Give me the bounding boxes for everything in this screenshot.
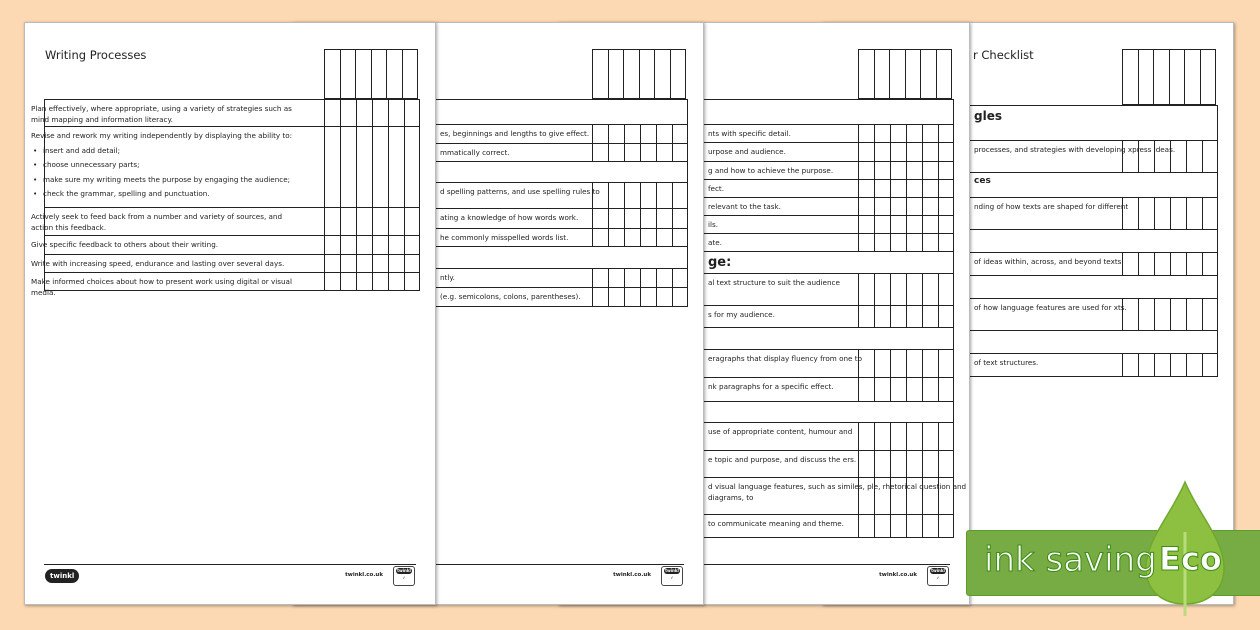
checkbox-cell[interactable]	[1154, 299, 1170, 330]
checkbox-cell[interactable]	[922, 423, 938, 450]
checkbox-cell[interactable]	[859, 350, 874, 377]
checkbox-cell[interactable]	[624, 269, 640, 287]
checkbox-group	[324, 208, 420, 235]
checkbox-cell[interactable]	[672, 269, 688, 287]
checkbox-cell[interactable]	[356, 127, 372, 207]
checkbox-cell[interactable]	[859, 125, 874, 142]
checkbox-group	[858, 515, 954, 537]
checkbox-cell[interactable]	[404, 127, 420, 207]
checkbox-cell[interactable]	[640, 144, 656, 161]
checkbox-cell[interactable]	[938, 162, 954, 179]
checkbox-group	[858, 350, 954, 377]
criterion-bullet: • check the grammar, spelling and punctuation.	[31, 189, 305, 200]
table-row	[31, 99, 420, 127]
checkbox-cell[interactable]	[624, 209, 640, 228]
footer-site: twinkl.co.uk	[345, 572, 383, 578]
worksheet-page-1	[24, 22, 436, 605]
checkbox-group	[1122, 198, 1218, 229]
checkbox-cell[interactable]	[922, 274, 938, 305]
checkbox-group	[858, 143, 954, 161]
criterion-text: nk paragraphs for a specific effect.	[708, 382, 834, 391]
checkbox-cell[interactable]	[906, 162, 922, 179]
checkbox-cell[interactable]	[874, 350, 890, 377]
checkbox-group	[592, 288, 688, 306]
checkbox-cell[interactable]	[874, 451, 890, 477]
checkbox-cell[interactable]	[656, 269, 672, 287]
checkbox-cell[interactable]	[593, 125, 608, 143]
checkbox-cell[interactable]	[624, 125, 640, 143]
checkbox-cell[interactable]	[1138, 299, 1154, 330]
checkbox-cell[interactable]	[340, 236, 356, 254]
checkbox-group	[324, 255, 420, 272]
checkbox-cell[interactable]	[1154, 354, 1170, 376]
checklist-table	[31, 99, 420, 297]
footer-site: twinkl.co.uk	[879, 572, 917, 578]
checkbox-group	[858, 274, 954, 305]
criterion-text: al text structure to suit the audience	[708, 278, 840, 287]
criterion-text: ating a knowledge of how words work.	[440, 213, 579, 222]
checkbox-cell[interactable]	[859, 478, 874, 514]
criterion-text: Plan effectively, where appropriate, using a variety of strategies such as mind mapping and information literacy.	[31, 104, 292, 124]
checkbox-cell[interactable]	[593, 183, 608, 208]
checkbox-cell[interactable]	[624, 288, 640, 306]
checkbox-cell[interactable]	[640, 183, 656, 208]
checkbox-cell[interactable]	[1202, 253, 1218, 275]
criterion-text: Actively seek to feed back from a number and variety of sources, and action this feedback.	[31, 212, 283, 232]
criterion-text: ate.	[708, 238, 722, 247]
checkbox-cell[interactable]	[593, 229, 608, 246]
checkbox-cell[interactable]	[859, 306, 874, 327]
checkbox-cell[interactable]	[1186, 299, 1202, 330]
criterion-text: eragraphs that display fluency from one to	[708, 354, 862, 363]
checkbox-cell[interactable]	[922, 180, 938, 197]
checkbox-cell[interactable]	[874, 216, 890, 233]
checkbox-group	[858, 451, 954, 477]
checkbox-cell[interactable]	[1123, 299, 1138, 330]
checkbox-cell[interactable]	[1202, 354, 1218, 376]
footer-site: twinkl.co.uk	[613, 572, 651, 578]
checkbox-cell[interactable]	[325, 100, 340, 126]
checkbox-cell[interactable]	[1154, 141, 1170, 172]
checkbox-cell[interactable]	[859, 451, 874, 477]
checkbox-cell[interactable]	[874, 162, 890, 179]
table-row	[31, 255, 420, 273]
checkbox-header	[858, 49, 952, 99]
page-title: r Checklist	[973, 48, 1034, 62]
checkbox-group	[858, 162, 954, 179]
checkbox-header	[324, 49, 418, 99]
checkbox-cell[interactable]	[906, 180, 922, 197]
checkbox-cell[interactable]	[890, 180, 906, 197]
checkbox-group	[858, 378, 954, 401]
checkbox-cell[interactable]	[938, 350, 954, 377]
checkbox-cell[interactable]	[325, 236, 340, 254]
footer-divider	[44, 564, 416, 565]
checkbox-cell[interactable]	[890, 451, 906, 477]
checkbox-cell[interactable]	[340, 255, 356, 272]
checkbox-cell[interactable]	[372, 100, 388, 126]
checkbox-cell[interactable]	[388, 127, 404, 207]
section-heading: ge:	[708, 255, 732, 270]
checkbox-cell[interactable]	[922, 198, 938, 215]
checkbox-cell[interactable]	[656, 144, 672, 161]
checkbox-cell[interactable]	[1170, 141, 1186, 172]
checkbox-group	[1122, 299, 1218, 330]
checkbox-group	[1122, 253, 1218, 275]
checkbox-cell[interactable]	[890, 274, 906, 305]
checkbox-cell[interactable]	[890, 306, 906, 327]
checkbox-cell[interactable]	[938, 306, 954, 327]
criterion-text: ils.	[708, 220, 719, 229]
criterion-text: g and how to achieve the purpose.	[708, 166, 834, 175]
checkbox-cell[interactable]	[608, 125, 624, 143]
checkbox-cell[interactable]	[938, 378, 954, 401]
checkbox-cell[interactable]	[340, 208, 356, 235]
criterion-text: d spelling patterns, and use spelling rules to	[440, 187, 600, 196]
checkbox-cell[interactable]	[890, 378, 906, 401]
checkbox-cell[interactable]	[640, 229, 656, 246]
checkbox-cell[interactable]	[608, 229, 624, 246]
checkbox-cell[interactable]	[325, 255, 340, 272]
eco-label: Eco	[1159, 540, 1222, 578]
criterion-text: use of appropriate content, humour and	[708, 427, 853, 436]
checkbox-cell[interactable]	[874, 180, 890, 197]
checkbox-cell[interactable]	[356, 100, 372, 126]
checkbox-group	[1122, 354, 1218, 376]
checkbox-cell[interactable]	[672, 144, 688, 161]
checkbox-cell[interactable]	[1138, 141, 1154, 172]
checkbox-group	[592, 269, 688, 287]
checkbox-cell[interactable]	[906, 125, 922, 142]
checkbox-cell[interactable]	[938, 143, 954, 161]
checkbox-cell[interactable]	[874, 198, 890, 215]
checkbox-cell[interactable]	[404, 100, 420, 126]
checkbox-cell[interactable]	[906, 216, 922, 233]
checkbox-group	[324, 236, 420, 254]
checkbox-cell[interactable]	[859, 274, 874, 305]
checkbox-cell[interactable]	[938, 274, 954, 305]
checkbox-cell[interactable]	[938, 234, 954, 251]
checkbox-cell[interactable]	[1123, 141, 1138, 172]
checkbox-cell[interactable]	[890, 143, 906, 161]
checkbox-cell[interactable]	[1170, 299, 1186, 330]
checkbox-cell[interactable]	[325, 127, 340, 207]
criterion-text: nding of how texts are shaped for different	[974, 202, 1129, 211]
checkbox-cell[interactable]	[640, 288, 656, 306]
criterion-bullet: • choose unnecessary parts;	[31, 160, 305, 171]
checkbox-cell[interactable]	[656, 125, 672, 143]
checkbox-cell[interactable]	[672, 288, 688, 306]
checkbox-cell[interactable]	[608, 209, 624, 228]
checkbox-cell[interactable]	[340, 273, 356, 290]
checkbox-cell[interactable]	[372, 236, 388, 254]
checkbox-cell[interactable]	[922, 478, 938, 514]
checkbox-cell[interactable]	[906, 378, 922, 401]
criterion-text: of ideas within, across, and beyond texts.	[974, 257, 1124, 266]
checkbox-cell[interactable]	[938, 125, 954, 142]
checkbox-cell[interactable]	[656, 288, 672, 306]
checkbox-cell[interactable]	[356, 236, 372, 254]
checkbox-cell[interactable]	[656, 209, 672, 228]
checkbox-cell[interactable]	[922, 306, 938, 327]
criterion-text: d visual language features, such as similes, ple, rhetorical question and diagrams, to	[708, 482, 967, 502]
checkbox-cell[interactable]	[1186, 198, 1202, 229]
criterion-text: urpose and audience.	[708, 147, 786, 156]
checkbox-cell[interactable]	[922, 234, 938, 251]
checkbox-cell[interactable]	[593, 144, 608, 161]
checkbox-cell[interactable]	[890, 216, 906, 233]
checkbox-cell[interactable]	[890, 515, 906, 537]
checkbox-group	[858, 234, 954, 251]
checkbox-cell[interactable]	[874, 478, 890, 514]
checkbox-cell[interactable]	[906, 143, 922, 161]
checkbox-cell[interactable]	[1123, 198, 1138, 229]
checkbox-group	[592, 209, 688, 228]
criterion-text: Revise and rework my writing independently by displaying the ability to:	[31, 131, 293, 140]
checkbox-cell[interactable]	[859, 234, 874, 251]
criterion-text: to communicate meaning and theme.	[708, 519, 844, 528]
checkbox-group	[858, 216, 954, 233]
checkbox-cell[interactable]	[938, 423, 954, 450]
checkbox-cell[interactable]	[325, 273, 340, 290]
checkbox-cell[interactable]	[656, 183, 672, 208]
checkbox-cell[interactable]	[938, 216, 954, 233]
checkbox-group	[858, 125, 954, 142]
checkbox-cell[interactable]	[1186, 253, 1202, 275]
checkbox-cell[interactable]	[593, 288, 608, 306]
checkbox-cell[interactable]	[388, 208, 404, 235]
checkbox-cell[interactable]	[906, 515, 922, 537]
criterion-text: of how language features are used for xts.	[974, 303, 1127, 312]
checkbox-cell[interactable]	[874, 423, 890, 450]
checkbox-cell[interactable]	[340, 100, 356, 126]
section-heading: ces	[974, 176, 991, 186]
checkbox-cell[interactable]	[640, 125, 656, 143]
checkbox-cell[interactable]	[608, 269, 624, 287]
checkbox-cell[interactable]	[640, 269, 656, 287]
criterion-text: Write with increasing speed, endurance and lasting over several days.	[31, 259, 285, 268]
checkbox-cell[interactable]	[372, 273, 388, 290]
checkbox-cell[interactable]	[1170, 198, 1186, 229]
checkbox-cell[interactable]	[1123, 354, 1138, 376]
checkbox-cell[interactable]	[890, 198, 906, 215]
checkbox-cell[interactable]	[906, 423, 922, 450]
checkbox-cell[interactable]	[906, 350, 922, 377]
page-title: Writing Processes	[45, 48, 147, 62]
checkbox-cell[interactable]	[608, 144, 624, 161]
checkbox-cell[interactable]	[593, 209, 608, 228]
checkbox-cell[interactable]	[404, 273, 420, 290]
checkbox-cell[interactable]	[624, 229, 640, 246]
checkbox-cell[interactable]	[890, 162, 906, 179]
checkbox-cell[interactable]	[372, 127, 388, 207]
checkbox-group	[324, 100, 420, 126]
criterion-text: e topic and purpose, and discuss the ers.	[708, 455, 857, 464]
criterion-text: he commonly misspelled words list.	[440, 233, 569, 242]
checkbox-cell[interactable]	[874, 306, 890, 327]
checkbox-group	[1122, 141, 1218, 172]
checkbox-cell[interactable]	[890, 478, 906, 514]
checkbox-group	[592, 183, 688, 208]
criterion-bullet: • insert and add detail;	[31, 146, 305, 157]
ink-saving-text: ink saving	[984, 540, 1157, 580]
checkbox-cell[interactable]	[672, 125, 688, 143]
checkbox-cell[interactable]	[1138, 253, 1154, 275]
criterion-text: s for my audience.	[708, 310, 775, 319]
checkbox-cell[interactable]	[1138, 354, 1154, 376]
checkbox-cell[interactable]	[859, 423, 874, 450]
checkbox-cell[interactable]	[859, 180, 874, 197]
checkbox-cell[interactable]	[859, 162, 874, 179]
checkbox-cell[interactable]	[906, 451, 922, 477]
checkbox-cell[interactable]	[340, 127, 356, 207]
checkbox-header	[1122, 49, 1216, 105]
criterion-text: es, beginnings and lengths to give effect.	[440, 129, 590, 138]
quality-badge-icon: twinkl ✓	[661, 566, 683, 586]
checkbox-cell[interactable]	[1202, 141, 1218, 172]
criterion-bullet: • make sure my writing meets the purpose by engaging the audience;	[31, 175, 305, 186]
checkbox-group	[858, 180, 954, 197]
checkbox-cell[interactable]	[1170, 253, 1186, 275]
checkbox-cell[interactable]	[356, 208, 372, 235]
checkbox-cell[interactable]	[890, 234, 906, 251]
checkbox-group	[858, 423, 954, 450]
checkbox-cell[interactable]	[372, 255, 388, 272]
checkbox-group	[858, 478, 954, 514]
checkbox-cell[interactable]	[938, 478, 954, 514]
checkbox-cell[interactable]	[624, 144, 640, 161]
checkbox-cell[interactable]	[672, 209, 688, 228]
checkbox-cell[interactable]	[890, 125, 906, 142]
checkbox-cell[interactable]	[922, 350, 938, 377]
checkbox-cell[interactable]	[906, 198, 922, 215]
checkbox-group	[592, 229, 688, 246]
table-row	[31, 236, 420, 255]
checkbox-cell[interactable]	[1154, 198, 1170, 229]
checkbox-cell[interactable]	[906, 234, 922, 251]
checkbox-cell[interactable]	[874, 125, 890, 142]
checkbox-group	[324, 127, 420, 207]
checkbox-cell[interactable]	[890, 423, 906, 450]
checkbox-cell[interactable]	[859, 216, 874, 233]
criterion-text: of text structures.	[974, 358, 1039, 367]
checkbox-cell[interactable]	[859, 378, 874, 401]
criterion-text: (e.g. semicolons, colons, parentheses).	[440, 292, 581, 301]
checkbox-cell[interactable]	[672, 183, 688, 208]
criterion-text: Give specific feedback to others about their writing.	[31, 240, 219, 249]
table-row	[31, 273, 420, 297]
checkbox-cell[interactable]	[859, 143, 874, 161]
checkbox-cell[interactable]	[404, 208, 420, 235]
checkbox-cell[interactable]	[922, 216, 938, 233]
table-row	[31, 208, 420, 236]
checkbox-cell[interactable]	[356, 255, 372, 272]
criterion-text: relevant to the task.	[708, 202, 781, 211]
checkbox-cell[interactable]	[922, 143, 938, 161]
checkbox-cell[interactable]	[672, 229, 688, 246]
checkbox-cell[interactable]	[1186, 354, 1202, 376]
checkbox-cell[interactable]	[922, 125, 938, 142]
checkbox-cell[interactable]	[356, 273, 372, 290]
criterion-text: nts with specific detail.	[708, 129, 791, 138]
checkbox-cell[interactable]	[906, 306, 922, 327]
checkbox-group	[324, 273, 420, 290]
twinkl-logo: twinkl	[45, 569, 79, 583]
checkbox-cell[interactable]	[1123, 253, 1138, 275]
checkbox-cell[interactable]	[938, 515, 954, 537]
checkbox-cell[interactable]	[325, 208, 340, 235]
checkbox-cell[interactable]	[922, 378, 938, 401]
checkbox-cell[interactable]	[922, 515, 938, 537]
checkbox-cell[interactable]	[404, 236, 420, 254]
checkbox-header	[592, 49, 686, 99]
checkbox-cell[interactable]	[1138, 198, 1154, 229]
checkbox-cell[interactable]	[890, 350, 906, 377]
checkbox-cell[interactable]	[1170, 354, 1186, 376]
checkbox-cell[interactable]	[656, 229, 672, 246]
checkbox-cell[interactable]	[1186, 141, 1202, 172]
checkbox-cell[interactable]	[388, 255, 404, 272]
checkbox-cell[interactable]	[874, 515, 890, 537]
table-row	[31, 127, 420, 208]
checkbox-cell[interactable]	[372, 208, 388, 235]
checkbox-cell[interactable]	[874, 274, 890, 305]
checkbox-group	[592, 125, 688, 143]
checkbox-cell[interactable]	[608, 288, 624, 306]
checkbox-cell[interactable]	[640, 209, 656, 228]
checkbox-group	[858, 198, 954, 215]
checkbox-group	[858, 306, 954, 327]
checkbox-cell[interactable]	[874, 378, 890, 401]
checkbox-cell[interactable]	[859, 198, 874, 215]
checkbox-cell[interactable]	[593, 269, 608, 287]
criterion-text: fect.	[708, 184, 725, 193]
checkbox-cell[interactable]	[1154, 253, 1170, 275]
checkbox-group	[592, 144, 688, 161]
criterion-text: ntly.	[440, 273, 455, 282]
checkbox-cell[interactable]	[922, 451, 938, 477]
checkbox-cell[interactable]	[938, 180, 954, 197]
checkbox-cell[interactable]	[388, 236, 404, 254]
checkbox-cell[interactable]	[874, 143, 890, 161]
criterion-text: processes, and strategies with developing xpress ideas.	[974, 145, 1176, 154]
checkbox-cell[interactable]	[938, 198, 954, 215]
checkbox-cell[interactable]	[1202, 299, 1218, 330]
checkbox-cell[interactable]	[874, 234, 890, 251]
checkbox-cell[interactable]	[859, 515, 874, 537]
checkbox-cell[interactable]	[906, 274, 922, 305]
section-heading: gles	[974, 109, 1002, 123]
checkbox-cell[interactable]	[938, 451, 954, 477]
checkbox-cell[interactable]	[922, 162, 938, 179]
quality-badge-icon: twinkl ✓	[927, 566, 949, 586]
checkbox-cell[interactable]	[608, 183, 624, 208]
checkbox-cell[interactable]	[906, 478, 922, 514]
checkbox-cell[interactable]	[404, 255, 420, 272]
checkbox-cell[interactable]	[388, 273, 404, 290]
criterion-text: Make informed choices about how to present work using digital or visual media.	[31, 277, 292, 297]
checkbox-cell[interactable]	[624, 183, 640, 208]
checkbox-cell[interactable]	[388, 100, 404, 126]
quality-badge-icon: twinkl ✓	[393, 566, 415, 586]
checkbox-cell[interactable]	[1202, 198, 1218, 229]
criterion-text: mmatically correct.	[440, 148, 510, 157]
